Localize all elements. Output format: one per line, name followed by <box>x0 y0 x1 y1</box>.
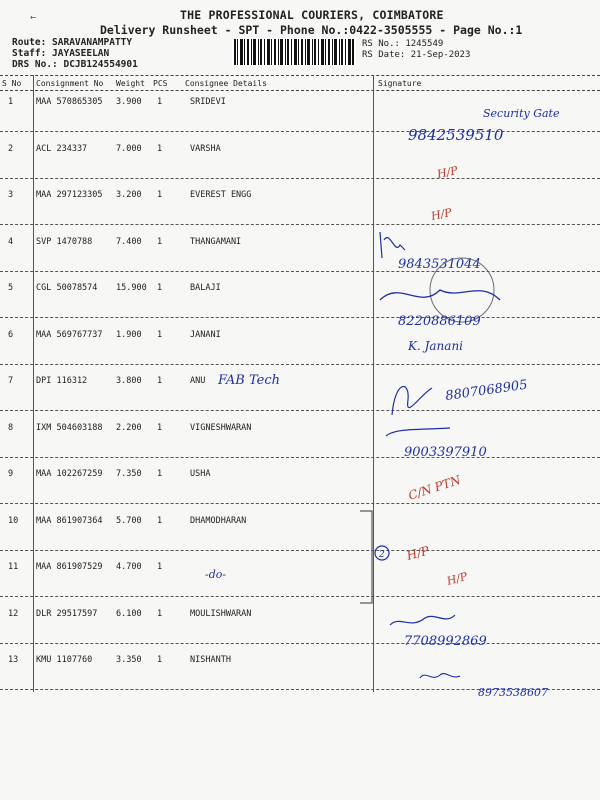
rs-date: RS Date: 21-Sep-2023 <box>362 50 471 60</box>
group-bracket <box>360 511 372 603</box>
row-separator <box>0 364 600 365</box>
column-divider <box>373 75 374 692</box>
handwritten-return-note: C/N PTN <box>406 472 463 503</box>
cell-weight: 7.400 <box>116 236 142 247</box>
row-separator <box>0 550 600 551</box>
cell-pcs: 1 <box>157 562 163 572</box>
handwritten-count: 2 <box>379 550 385 560</box>
row-separator <box>0 503 600 504</box>
handwritten-hp-note: H/P <box>435 163 459 181</box>
cell-sno: 11 <box>8 562 19 572</box>
handwritten-phone: 9003397910 <box>404 445 487 460</box>
handwritten-gate-note: Security Gate <box>483 107 560 120</box>
handwritten-name: K. Janani <box>408 339 464 353</box>
barcode <box>232 38 356 66</box>
handwritten-company-note: FAB Tech <box>218 373 280 388</box>
runsheet-subtitle: Delivery Runsheet - SPT - Phone No.:0422-3505555 - Page No.:1 <box>100 23 523 37</box>
cell-consignee: ANU <box>190 376 206 386</box>
cell-pcs: 1 <box>157 97 163 107</box>
cell-pcs: 1 <box>157 655 163 665</box>
handwritten-signature <box>380 232 405 258</box>
col-header-weight: Weight <box>116 79 145 88</box>
cell-consignment: DPI 116312 <box>36 376 88 386</box>
handwritten-phone: 8807068905 <box>444 377 529 404</box>
drs-label: DRS No.: DCJB124554901 <box>12 59 138 70</box>
row-separator <box>0 410 600 411</box>
cell-weight: 1.900 <box>116 329 142 340</box>
col-header-consignment: Consignment No <box>36 79 104 88</box>
cell-sno: 13 <box>8 655 19 665</box>
cell-pcs: 1 <box>157 376 163 386</box>
handwritten-hp-note: H/P <box>429 205 453 223</box>
cell-weight: 3.900 <box>116 97 142 107</box>
handwritten-phone: 8220886109 <box>398 314 481 329</box>
handwritten-phone: 7708992869 <box>404 634 487 649</box>
route-label: Route: SARAVANAMPATTY <box>12 37 133 48</box>
col-header-pcs: PCS <box>153 79 168 88</box>
cell-pcs: 1 <box>157 469 163 479</box>
cell-consignment: DLR 29517597 <box>36 608 98 619</box>
cell-pcs: 1 <box>157 143 163 154</box>
row-separator <box>0 689 600 690</box>
cell-sno: 1 <box>8 97 14 107</box>
handwritten-phone: 8973538607 <box>478 686 548 699</box>
cell-consignee: DHAMODHARAN <box>190 515 247 526</box>
cell-consignment: IXM 504603188 <box>36 422 103 433</box>
cell-consignee: USHA <box>190 469 211 479</box>
cell-pcs: 1 <box>157 283 163 293</box>
handwritten-signature <box>390 615 455 625</box>
rs-number: RS No.: 1245549 <box>362 39 444 49</box>
company-title: THE PROFESSIONAL COURIERS, COIMBATORE <box>180 8 444 22</box>
table-top-rule <box>0 75 600 76</box>
cell-consignee: EVEREST ENGG <box>190 190 252 200</box>
handwritten-signature <box>380 290 500 300</box>
cell-consignee: BALAJI <box>190 283 221 293</box>
col-header-sno: S No <box>2 79 22 88</box>
column-divider <box>33 75 34 692</box>
cell-weight: 15.900 <box>116 283 147 293</box>
cell-consignment: MAA 297123305 <box>36 190 103 200</box>
handwritten-hp-note: H/P <box>405 543 431 563</box>
cell-consignment: SVP 1470788 <box>36 236 93 247</box>
cell-consignment: MAA 102267259 <box>36 469 103 479</box>
rubber-stamp <box>430 258 494 322</box>
cell-consignee: THANGAMANI <box>190 236 242 247</box>
cell-weight: 4.700 <box>116 562 142 572</box>
cell-weight: 6.100 <box>116 608 142 619</box>
cell-sno: 4 <box>8 236 14 247</box>
cell-sno: 7 <box>8 376 14 386</box>
cell-weight: 7.350 <box>116 469 142 479</box>
row-separator <box>0 271 600 272</box>
cell-sno: 6 <box>8 329 14 340</box>
cell-consignee: -do- <box>205 568 227 581</box>
cell-weight: 3.800 <box>116 376 142 386</box>
cell-consignee: VARSHA <box>190 143 221 154</box>
row-separator <box>0 596 600 597</box>
cell-sno: 12 <box>8 608 19 619</box>
row-separator <box>0 643 600 644</box>
cell-weight: 5.700 <box>116 515 142 526</box>
row-separator <box>0 178 600 179</box>
cell-weight: 7.000 <box>116 143 142 154</box>
cell-consignee: MOULISHWARAN <box>190 608 252 619</box>
cell-consignment: CGL 50078574 <box>36 283 98 293</box>
handwritten-phone: 9843531044 <box>398 257 481 272</box>
cell-consignment: MAA 569767737 <box>36 329 103 340</box>
row-separator <box>0 224 600 225</box>
cell-consignee: JANANI <box>190 329 221 340</box>
row-separator <box>0 131 600 132</box>
cell-consignment: KMU 1107760 <box>36 655 93 665</box>
cell-consignee: NISHANTH <box>190 655 231 665</box>
cell-pcs: 1 <box>157 515 163 526</box>
cell-pcs: 1 <box>157 608 163 619</box>
corner-tick-mark: ← <box>30 12 37 23</box>
row-separator <box>0 317 600 318</box>
handwritten-signature <box>420 674 460 678</box>
cell-sno: 9 <box>8 469 14 479</box>
table-header-rule <box>0 90 600 91</box>
cell-pcs: 1 <box>157 236 163 247</box>
cell-consignment: MAA 861907529 <box>36 562 103 572</box>
cell-weight: 3.350 <box>116 655 142 665</box>
handwritten-phone: 9842539510 <box>408 126 504 144</box>
cell-sno: 5 <box>8 283 14 293</box>
cell-weight: 3.200 <box>116 190 142 200</box>
cell-consignment: MAA 861907364 <box>36 515 103 526</box>
cell-consignment: MAA 570865305 <box>36 97 103 107</box>
cell-weight: 2.200 <box>116 422 142 433</box>
cell-consignee: SRIDEVI <box>190 97 226 107</box>
handwritten-hp-note: H/P <box>445 569 469 588</box>
col-header-signature: Signature <box>378 79 422 88</box>
col-header-consignee: Consignee Details <box>185 79 267 88</box>
cell-sno: 2 <box>8 143 14 154</box>
row-separator <box>0 457 600 458</box>
cell-sno: 3 <box>8 190 14 200</box>
cell-pcs: 1 <box>157 190 163 200</box>
count-circle <box>375 546 389 560</box>
cell-consignment: ACL 234337 <box>36 143 88 154</box>
cell-pcs: 1 <box>157 329 163 340</box>
cell-consignee: VIGNESHWARAN <box>190 422 252 433</box>
staff-label: Staff: JAYASEELAN <box>12 48 110 59</box>
cell-sno: 10 <box>8 515 19 526</box>
handwritten-signature <box>386 428 450 436</box>
cell-pcs: 1 <box>157 422 163 433</box>
cell-sno: 8 <box>8 422 14 433</box>
